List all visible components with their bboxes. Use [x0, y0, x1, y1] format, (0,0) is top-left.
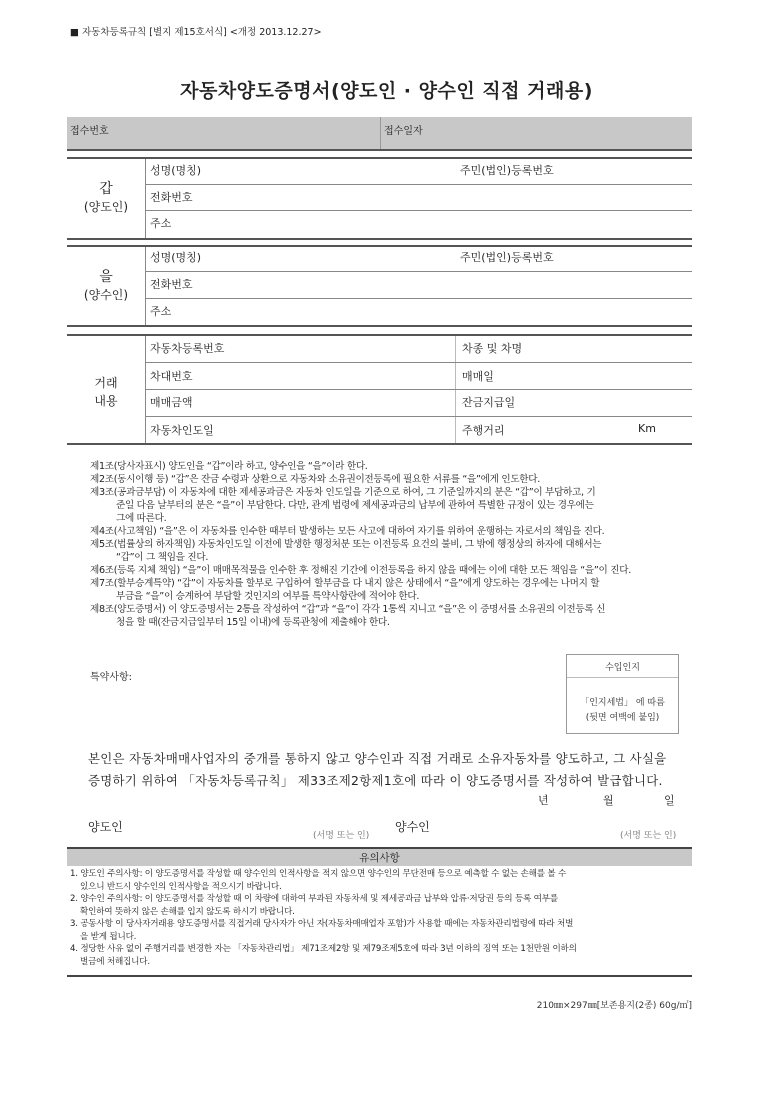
article-4: 제4조(사고책임) “을”은 이 자동차를 인수한 때부터 발생하는 모든 사고에 대하여 자기를 위하여 운행하는 자로서의 책임을 진다. [90, 526, 605, 537]
buyer-row-line-1 [145, 271, 692, 272]
buyer-row-line-2 [145, 298, 692, 299]
buyer-address-label: 주소 [150, 305, 172, 318]
deal-divider [145, 336, 146, 444]
deal-heading [67, 374, 145, 410]
articles-block [90, 460, 690, 629]
deal-bottom-border [67, 443, 692, 445]
notes-block [70, 868, 690, 968]
article-7: 제7조(할부승계특약) “갑”이 자동차를 할부로 구입하여 할부금을 다 내지 않은 상태에서 “을”에게 양도하는 경우에는 나머지 할 [90, 578, 600, 589]
note-2: 2. 양수인 주의사항: 이 양도증명서를 작성할 때 이 차량에 대하여 부과된 자동차세 및 제세공과금 납부와 압류·저당권 등의 등록 여부를 [70, 894, 558, 904]
deal-mileage-label: 주행거리 [462, 424, 505, 437]
article-8: 제8조(양도증명서) 이 양도증명서는 2통을 작성하여 “갑”과 “을”이 각각 1통씩 지니고 “을”은 이 증명서를 소유권의 이전등록 신 [90, 604, 606, 615]
buyer-id-label: 주민(법인)등록번호 [460, 251, 554, 264]
seller-heading-main: 갑 [99, 181, 113, 197]
seller-name-label: 성명(명칭) [150, 164, 202, 177]
date-year-label: 년 [538, 794, 549, 807]
revenue-stamp-box [566, 654, 679, 734]
buyer-sign-placeholder[interactable]: (서명 또는 인) [620, 831, 677, 841]
stamp-title: 수입인지 [605, 663, 640, 673]
article-7-cont: 부금을 “을”이 승계하여 부담할 것인지의 여부를 특약사항란에 적어야 한다. [116, 591, 420, 602]
declaration-line-2: 증명하기 위하여 「자동차등록규칙」 제33조제2항제1호에 따라 이 양도증명서를 작성하여 발급합니다. [88, 773, 663, 788]
deal-type-label: 차종 및 차명 [462, 342, 523, 355]
stamp-line-2: (뒷면 여백에 붙임) [585, 713, 660, 723]
deal-delivery-date-label: 자동차인도일 [150, 424, 214, 437]
deal-heading-1: 거래 [94, 376, 118, 390]
buyer-heading [67, 268, 145, 304]
article-5: 제5조(법률상의 하자책임) 자동차인도일 이전에 발생한 행정처분 또는 이전등록 요건의 불비, 그 밖에 행정상의 하자에 대해서는 [90, 539, 602, 550]
seller-address-label: 주소 [150, 217, 172, 230]
note-4: 4. 정당한 사유 없이 주행거리를 변경한 자는 「자동차관리법」 제71조제2항 및 제79조제5호에 따라 3년 이하의 징역 또는 1천만원 이하의 [70, 944, 577, 954]
buyer-sign-label: 양수인 [395, 820, 430, 834]
seller-heading [67, 180, 145, 216]
deal-row-line-2 [145, 389, 692, 390]
declaration [88, 748, 692, 792]
deal-sale-date-label: 매매일 [462, 370, 494, 383]
stamp-divider [567, 677, 678, 678]
date-day-label: 일 [664, 794, 675, 807]
deal-mileage-unit: Km [638, 422, 656, 435]
buyer-phone-label: 전화번호 [150, 278, 193, 291]
deal-row-line-1 [145, 362, 692, 363]
receipt-number-label: 접수번호 [70, 126, 109, 137]
deal-mid-divider [455, 336, 456, 444]
article-3: 제3조(공과금부담) 이 자동차에 대한 제세공과금은 자동차 인도일을 기준으로 하여, 그 기준일까지의 분은 “갑”이 부담하고, 기 [90, 487, 596, 498]
seller-row-line-1 [145, 184, 692, 185]
page-title: 자동차양도증명서(양도인 · 양수인 직접 거래용) [180, 80, 593, 102]
paper-spec-footer: 210㎜×297㎜[보존용지(2종) 60g/㎡] [536, 1001, 692, 1011]
notes-title: 유의사항 [359, 852, 400, 864]
seller-sign-label: 양도인 [88, 820, 123, 834]
article-3-cont-2: 그에 따른다. [116, 513, 167, 524]
note-3-cont: 을 받게 됩니다. [80, 931, 137, 942]
receipt-bottom-border [67, 149, 692, 151]
buyer-heading-main: 을 [99, 269, 113, 285]
seller-bottom-border [67, 238, 692, 240]
special-terms-label: 특약사항: [90, 672, 133, 683]
article-1: 제1조(당사자표시) 양도인을 “갑”이라 하고, 양수인을 “을”이라 한다. [90, 461, 368, 472]
article-8-cont: 청을 할 때(잔금지급일부터 15일 이내)에 등록관청에 제출해야 한다. [116, 617, 390, 628]
deal-heading-2: 내용 [94, 394, 118, 408]
deal-balance-date-label: 잔금지급일 [462, 396, 516, 409]
deal-vin-label: 차대번호 [150, 370, 193, 383]
article-3-cont: 준일 다음 날부터의 분은 “을”이 부담한다. 다만, 관계 법령에 제세공과금의 납부에 관하여 특별한 규정이 있는 경우에는 [116, 500, 594, 511]
article-2: 제2조(동시이행 등) “갑”은 잔금 수령과 상환으로 자동차와 소유권이전등록에 필요한 서류를 “을”에게 인도한다. [90, 474, 540, 485]
receipt-divider [380, 117, 381, 149]
note-1-cont: 있으니 반드시 양수인의 인적사항을 적으시기 바랍니다. [80, 881, 282, 892]
article-6: 제6조(등록 지체 책임) “을”이 매매목적물을 인수한 후 정해진 기간에 이전등록을 하지 않을 때에는 이에 대한 모든 책임을 “을”이 진다. [90, 565, 631, 576]
note-4-cont: 벌금에 처해집니다. [80, 956, 150, 967]
buyer-name-label: 성명(명칭) [150, 251, 202, 264]
seller-heading-sub: (양도인) [83, 200, 129, 214]
seller-divider [145, 159, 146, 239]
buyer-heading-sub: (양수인) [83, 288, 129, 302]
deal-price-label: 매매금액 [150, 396, 193, 409]
buyer-bottom-border [67, 325, 692, 327]
stamp-line-1: 「인지세법」 에 따름 [580, 698, 665, 708]
deal-reg-no-label: 자동차등록번호 [150, 342, 225, 355]
seller-phone-label: 전화번호 [150, 191, 193, 204]
note-2-cont: 확인하여 뜻하지 않은 손해를 입지 않도록 하시기 바랍니다. [80, 906, 295, 917]
seller-top-border [67, 157, 692, 159]
date-month-label: 월 [603, 794, 614, 807]
deal-top-border [67, 334, 692, 336]
seller-id-label: 주민(법인)등록번호 [460, 164, 554, 177]
note-3: 3. 공동사항 이 당사자거래용 양도증명서를 직접거래 당사자가 아닌 자(자동차매매업자 포함)가 사용할 때에는 자동차관리법령에 따라 처벌 [70, 919, 574, 929]
receipt-date-label: 접수일자 [384, 126, 423, 137]
form-reference-note: ■ 자동차등록규칙 [별지 제15호서식] <개정 2013.12.27> [70, 27, 322, 38]
seller-sign-placeholder[interactable]: (서명 또는 인) [313, 831, 370, 841]
article-5-cont: “갑”이 그 책임을 진다. [116, 552, 209, 563]
seller-row-line-2 [145, 210, 692, 211]
buyer-divider [145, 247, 146, 326]
deal-row-line-3 [145, 416, 692, 417]
buyer-top-border [67, 245, 692, 247]
declaration-line-1: 본인은 자동차매매사업자의 중개를 통하지 않고 양수인과 직접 거래로 소유자동차를 양도하고, 그 사실을 [88, 751, 667, 766]
notes-bottom-border [67, 975, 692, 977]
note-1: 1. 양도인 주의사항: 이 양도증명서를 작성할 때 양수인의 인적사항을 적지 않으면 양수인의 무단전매 등으로 예측할 수 없는 손해를 볼 수 [70, 869, 567, 879]
